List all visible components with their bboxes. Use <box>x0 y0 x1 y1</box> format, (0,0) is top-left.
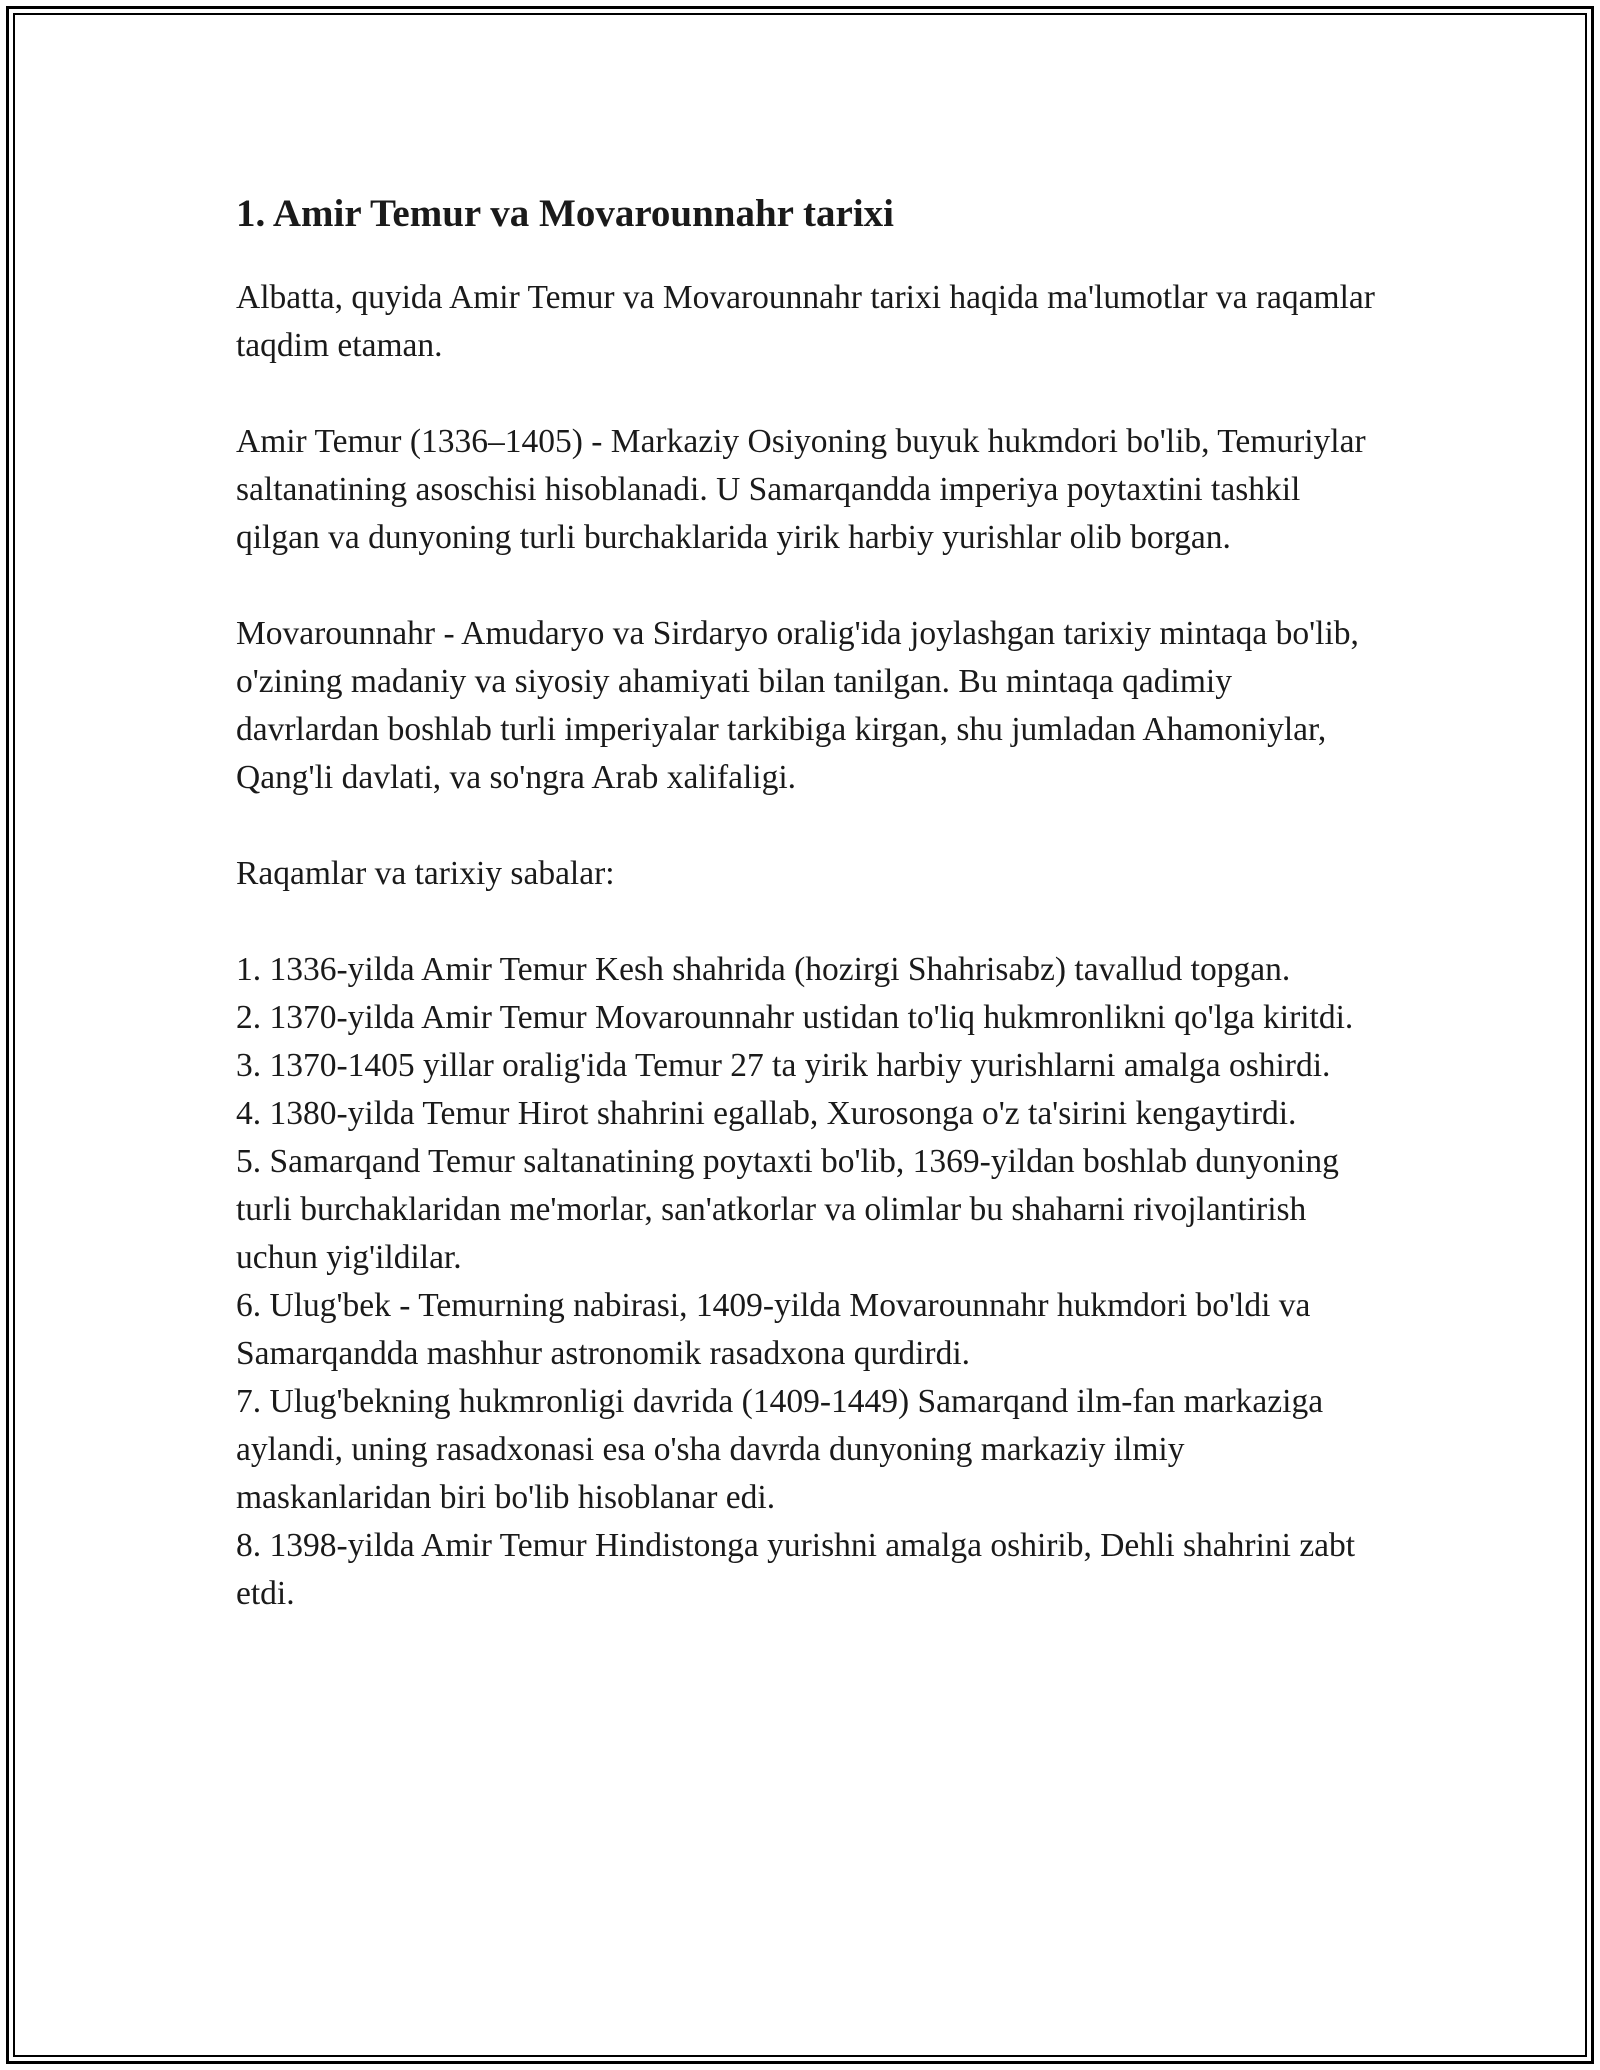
intro-paragraph: Albatta, quyida Amir Temur va Movarounnahr tarixi haqida ma'lumotlar va raqamlar taqdim etaman. <box>236 279 1375 364</box>
facts-list <box>236 946 1376 1618</box>
list-item: 2. 1370-yilda Amir Temur Movarounnahr ustidan to'liq hukmronlikni qo'lga kiritdi. <box>236 999 1354 1036</box>
list-item: 7. Ulug'bekning hukmronligi davrida (1409-1449) Samarqand ilm-fan markaziga aylandi, uning rasadxonasi esa o'sha davrda dunyoning markaziy ilmiy maskanlaridan biri bo'lib hisoblanar edi. <box>236 1383 1324 1516</box>
list-item: 3. 1370-1405 yillar oralig'ida Temur 27 ta yirik harbiy yurishlarni amalga oshirdi. <box>236 1047 1331 1084</box>
list-item: 4. 1380-yilda Temur Hirot shahrini egallab, Xurosonga o'z ta'sirini kengaytirdi. <box>236 1095 1297 1132</box>
movarounnahr-paragraph: Movarounnahr - Amudaryo va Sirdaryo oralig'ida joylashgan tarixiy mintaqa bo'lib, o'zining madaniy va siyosiy ahamiyati bilan tanilgan. Bu mintaqa qadimiy davrlardan boshlab turli imperiyalar tarkibiga kirgan, shu jumladan Ahamoniylar, Qang'li davlati, va so'ngra Arab xalifaligi. <box>236 615 1359 796</box>
list-item: 6. Ulug'bek - Temurning nabirasi, 1409-yilda Movarounnahr hukmdori bo'ldi va Samarqandda mashhur astronomik rasadxona qurdirdi. <box>236 1287 1311 1372</box>
list-item: 8. 1398-yilda Amir Temur Hindistonga yurishni amalga oshirib, Dehli shahrini zabt etdi. <box>236 1527 1356 1612</box>
document-heading: 1. Amir Temur va Movarounnahr tarixi <box>236 192 895 235</box>
list-item: 1. 1336-yilda Amir Temur Kesh shahrida (hozirgi Shahrisabz) tavallud topgan. <box>236 951 1291 988</box>
temur-paragraph: Amir Temur (1336–1405) - Markaziy Osiyoning buyuk hukmdori bo'lib, Temuriylar saltanatining asoschisi hisoblanadi. U Samarqandda imperiya poytaxtini tashkil qilgan va dunyoning turli burchaklarida yirik harbiy yurishlar olib borgan. <box>236 423 1366 556</box>
list-item: 5. Samarqand Temur saltanatining poytaxti bo'lib, 1369-yildan boshlab dunyoning turli burchaklaridan me'morlar, san'atkorlar va olimlar bu shaharni rivojlantirish uchun yig'ildilar. <box>236 1143 1339 1276</box>
list-title: Raqamlar va tarixiy sabalar: <box>236 855 615 892</box>
document-body <box>236 188 1376 1618</box>
